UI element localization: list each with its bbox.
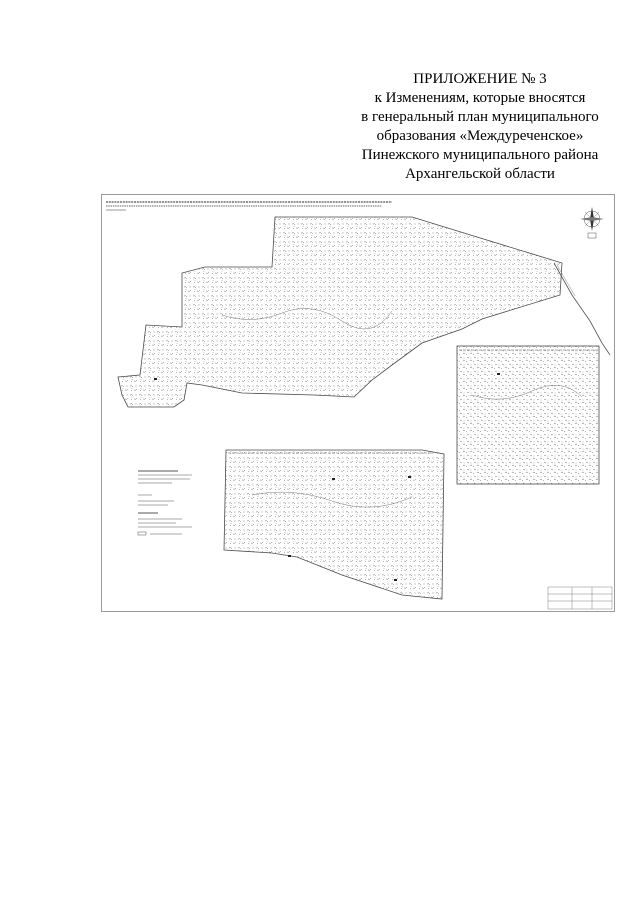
map-heading-strokes: [106, 202, 392, 210]
road-line: [554, 263, 610, 355]
appendix-title: ПРИЛОЖЕНИЕ № 3: [413, 71, 547, 87]
general-plan-map: [101, 194, 615, 612]
eastern-fragment: [457, 346, 599, 484]
appendix-line-6: Архангельской области: [405, 166, 555, 182]
compass-rose-icon: [580, 207, 604, 238]
appendix-line-3: в генеральный план муниципального: [361, 109, 599, 125]
appendix-header: [330, 70, 630, 184]
map-drawing: [102, 195, 614, 611]
southern-territory: [224, 450, 444, 599]
legend-marks: [138, 471, 192, 535]
appendix-line-4: образования «Междуреченское»: [376, 128, 584, 144]
title-stamp: [548, 587, 612, 609]
appendix-line-2: к Изменениям, которые вносятся: [374, 90, 586, 106]
appendix-line-5: Пинежского муниципального района: [361, 147, 599, 163]
